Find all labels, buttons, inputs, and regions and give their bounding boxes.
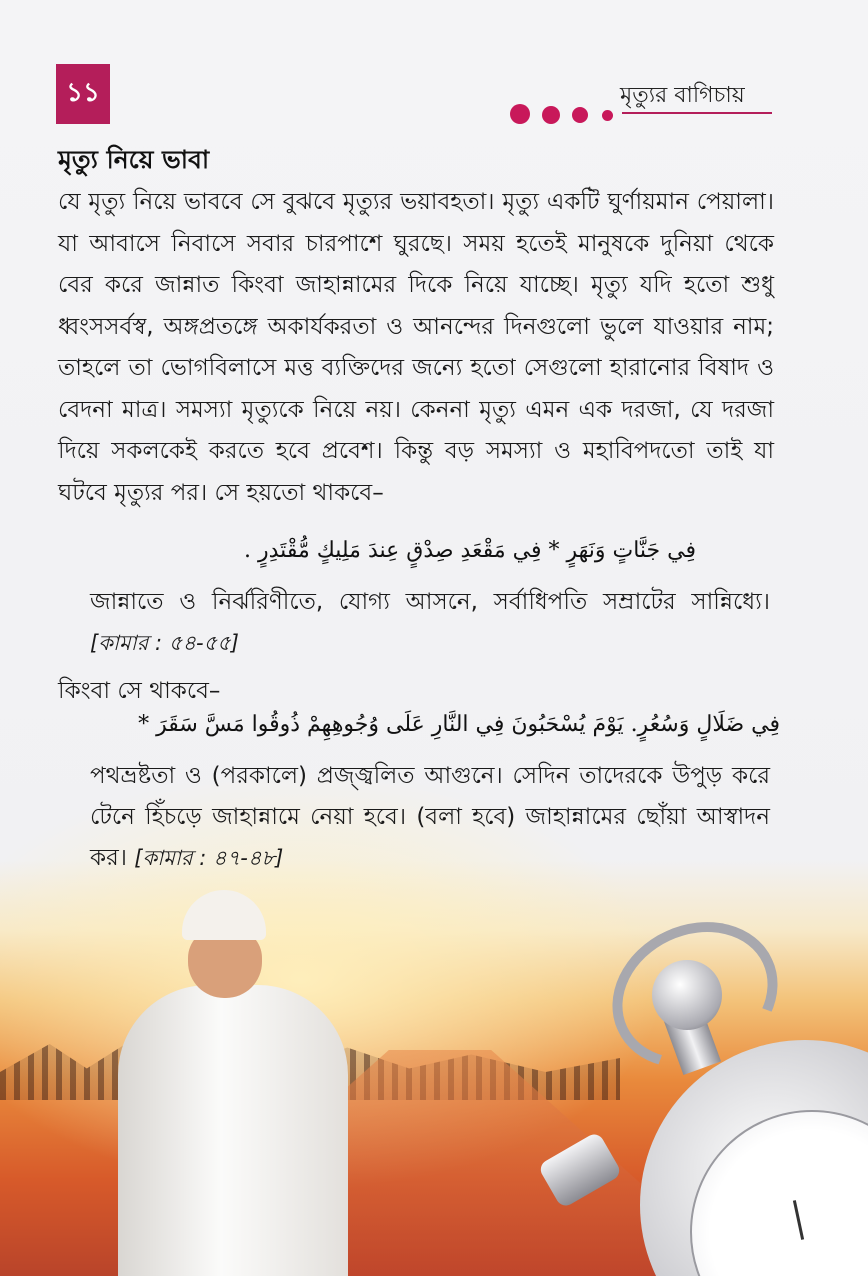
translation-2-text: পথভ্রষ্টতা ও (পরকালে) প্রজ্জ্বলিত আগুনে। সেদিন তাদেরকে উপুড় করে টেনে হিঁচড়ে জাহান্নামে নেয়া হবে। (বলা হবে) জাহান্নামের ছোঁয়া আস্বাদন কর। bbox=[90, 763, 770, 871]
dot-icon bbox=[602, 110, 613, 121]
arabic-verse-2: فِي ضَلَالٍ وَسُعُرٍ. يَوْمَ يُسْحَبُونَ فِي النَّارِ عَلَى وُجُوهِهِمْ ذُوقُوا مَسَّ سَقَرَ * bbox=[138, 712, 780, 737]
dot-icon bbox=[572, 107, 588, 123]
page-number-badge: ১১ bbox=[56, 64, 110, 124]
person-figure-illustration bbox=[118, 985, 348, 1276]
paragraph-text: যে মৃত্যু নিয়ে ভাববে সে বুঝবে মৃত্যুর ভয়াবহতা। মৃত্যু একটি ঘুর্ণায়মান পেয়ালা। যা আবাসে নিবাসে সবার চারপাশে ঘুরছে। সময় হতেই মানুষকে দুনিয়া থেকে বের করে জান্নাত কিংবা জাহান্নামের দিকে নিয়ে যাচ্ছে। মৃত্যু যদি হতো শুধু ধ্বংসসর্বস্ব, অঙ্গপ্রতঙ্গে অকার্যকরতা ও আনন্দের দিনগুলো ভুলে যাওয়ার নাম; তাহলে তা ভোগবিলাসে মত্ত ব্যক্তিদের জন্যে হতো সেগুলো হারানোর বিষাদ ও বেদনা মাত্র। সমস্যা মৃত্যুকে নিয়ে নয়। কেননা মৃত্যু এমন এক দরজা, যে দরজা দিয়ে সকলকেই করতে হবে প্রবেশ। কিন্তু বড় সমস্যা ও মহাবিপদতো তাই যা ঘটবে মৃত্যুর পর। সে হয়তো থাকবে– bbox=[58, 189, 774, 506]
prayer-cap-illustration bbox=[182, 890, 266, 940]
arabic-verse-1: فِي جَنَّاتٍ وَنَهَرٍ * فِي مَقْعَدِ صِدْقٍ عِندَ مَلِيكٍ مُّقْتَدِرٍ . bbox=[244, 538, 696, 563]
translation-1 bbox=[90, 582, 770, 664]
citation-1: [কামার : ৫৪-৫৫] bbox=[90, 631, 239, 655]
main-paragraph bbox=[58, 182, 774, 514]
dot-icon bbox=[510, 104, 530, 124]
stopwatch-crown-illustration bbox=[652, 960, 722, 1030]
header-rule bbox=[622, 112, 772, 114]
citation-2: [কামার : ৪৭-৪৮] bbox=[134, 846, 284, 870]
translation-2 bbox=[90, 756, 770, 879]
dot-icon bbox=[542, 106, 560, 124]
running-title: মৃত্যুর বাগিচায় bbox=[620, 83, 745, 108]
intro-line-2: কিংবা সে থাকবে– bbox=[58, 678, 221, 704]
section-title: মৃত্যু নিয়ে ভাবা bbox=[58, 145, 210, 174]
translation-1-text: জান্নাতে ও নির্ঝরিণীতে, যোগ্য আসনে, সর্বাধিপতি সম্রাটের সান্নিধ্যে। bbox=[90, 589, 770, 615]
